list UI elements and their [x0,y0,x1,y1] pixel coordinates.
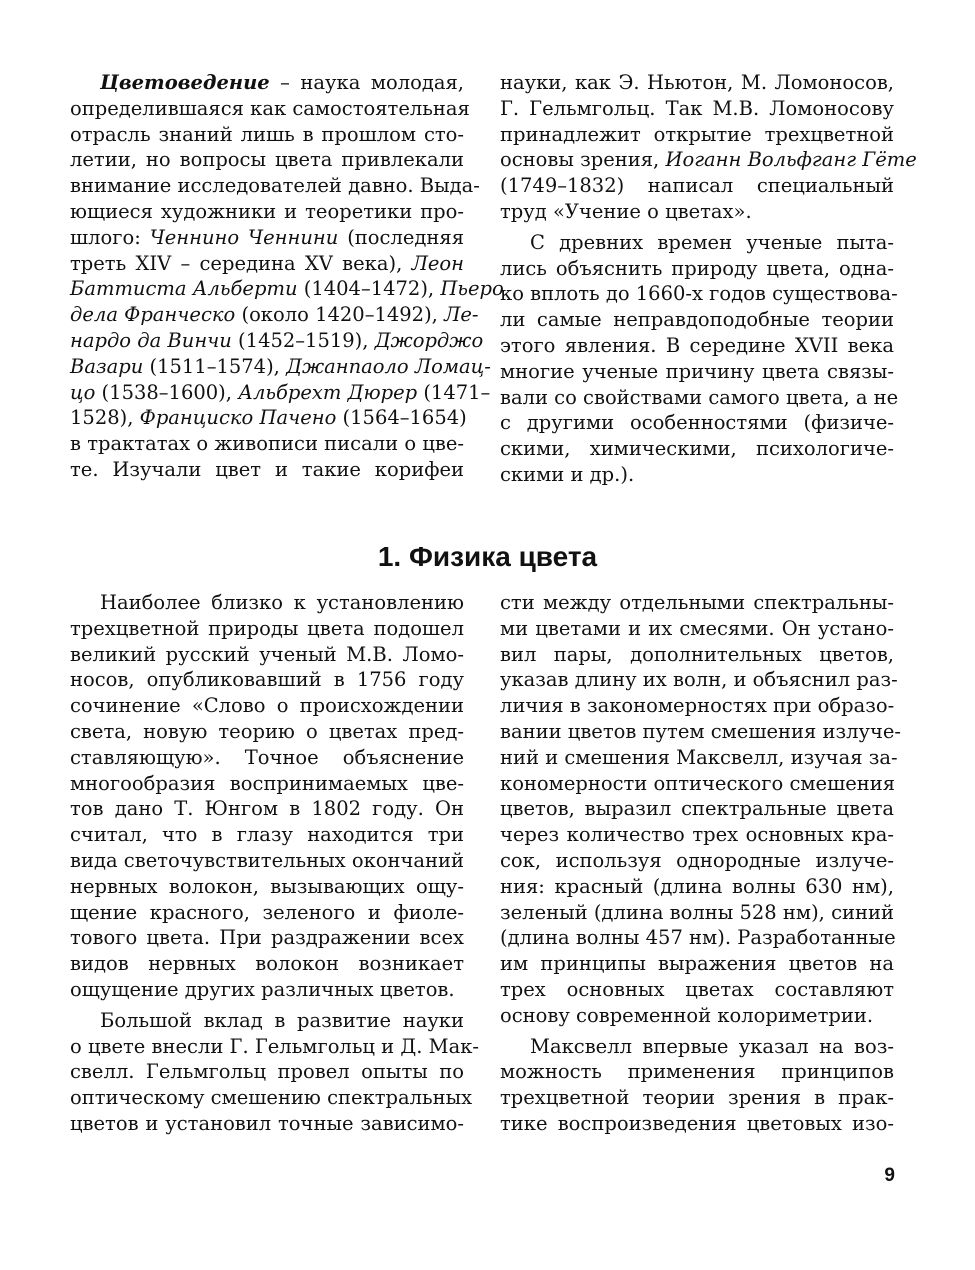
text-run: можность применения принципов [500,1060,894,1084]
text-run: (последняя [338,225,464,249]
text-line [500,900,894,926]
text-line [70,96,470,122]
text-run: принадлежит открытие трехцветной [500,122,894,146]
text-line [70,1034,479,1060]
text-line [500,796,894,822]
text-line [500,925,894,951]
text-run: в трактатах о живописи писали о цве- [70,432,464,456]
text-line [500,1034,894,1060]
text-run: ющиеся художники и теоретики про- [70,199,464,223]
text-run: видов нервных волокон возникает [70,952,464,976]
text-run: Большой вклад в развитие науки [100,1008,464,1032]
text-line [500,122,894,148]
text-run: шлого: [70,225,150,249]
text-line [500,1059,894,1085]
emphasized-text: Баттиста Альберти [70,277,298,301]
text-line [500,281,898,307]
text-run: Максвелл впервые указал на воз- [530,1034,894,1058]
text-run: нервных волокон, вызывающих ощу- [70,874,464,898]
text-line [500,1003,894,1029]
text-run: свелл. Гельмгольц провел опыты по [70,1060,464,1084]
emphasized-text: Иоганн Вольфганг Гёте [665,148,917,172]
emphasized-text: Ле- [444,303,479,327]
text-run: им принципы выражения цветов на [500,952,894,976]
text-line [500,874,894,900]
text-line [70,225,464,251]
text-run: света, новую теорию о цветах пред- [70,719,464,743]
text-run: внимание исследователей давно. Выда- [70,174,480,198]
text-line [500,1085,894,1111]
emphasized-text: дела Франческо [70,303,236,327]
text-run: сти между отдельными спектральны- [500,591,894,614]
text-run: великий русский ученый М.В. Ломо- [70,642,464,666]
emphasized-text: Альбрехт Дюрер [238,380,418,404]
text-run: (длина волны 457 нм). Разработанные [500,926,896,950]
bottom-left-column [70,590,479,1137]
text-run: указав длину их волн, и объяснил раз- [500,668,898,692]
text-line [70,354,491,380]
text-run: (1471– [417,380,491,404]
text-line [500,951,894,977]
text-line [70,590,464,616]
section-heading: 1. Физика цвета [377,541,598,572]
text-run: многие ученые причину цвета связы- [500,359,894,383]
text-line [500,256,894,282]
page-number: 9 [884,1165,895,1186]
text-line [70,822,464,848]
text-line [500,173,894,199]
text-run: тике воспроизведения цветовых изо- [500,1111,894,1135]
text-line [70,431,464,457]
text-run: щение красного, зеленого и фиоле- [70,900,464,924]
text-run: трехцветной теории зрения в прак- [500,1086,894,1110]
text-run: зеленый (длина волны 528 нм), синий [500,900,894,924]
text-line [500,410,894,436]
text-run: ко вплоть до 1660-х годов существова- [500,282,898,306]
text-line [70,199,464,225]
text-run: ли самые неправдоподобные теории [500,308,894,332]
text-line [70,745,464,771]
text-line [500,199,894,225]
text-run: считал, что в глазу находится три [70,823,464,847]
emphasized-text: Леон [411,251,464,275]
text-line [70,616,464,642]
text-line [70,848,464,874]
text-line [70,147,464,173]
text-run: через количество трех основных кра- [500,823,894,847]
emphasized-text: нардо да Винчи [70,328,232,352]
text-line [70,276,504,302]
text-run: многообразия воспринимаемых цве- [70,771,464,795]
text-line [70,951,464,977]
text-run: вида светочувствительных окончаний [70,848,465,872]
text-run: ставляющую». Точное объяснение [70,745,464,769]
text-line [70,977,464,1003]
text-line [500,719,902,745]
emphasized-text: Цветоведение [100,71,270,94]
text-run: с другими особенностями (физиче- [500,411,894,435]
text-line [70,719,464,745]
text-line [70,874,464,900]
text-run: С древних времен ученые пыта- [530,230,894,254]
text-line [500,333,894,359]
text-line [500,616,894,642]
text-line [70,1085,473,1111]
text-run: цветов, выразил спектральные цвета [500,797,894,821]
text-run: треть XIV – середина XV века), [70,251,412,275]
text-line [70,173,480,199]
text-run: (около 1420–1492), [235,303,445,327]
text-run: (1538–1600), [95,380,239,404]
text-line [70,925,464,951]
text-line [70,771,464,797]
text-line [500,230,894,256]
text-run: личия в закономерностях при образо- [500,694,895,718]
text-run: (1404–1472), [297,277,441,301]
text-run: основы зрения, [500,148,666,172]
text-run: сочинение «Слово о происхождении [70,694,464,718]
text-run: основу современной колориметрии. [500,1003,874,1027]
text-run: тов дано Т. Юнгом в 1802 году. Он [70,797,464,821]
text-line [70,405,467,431]
emphasized-text: цо [70,380,96,404]
text-line [70,693,464,719]
text-line [70,122,464,148]
text-line [500,667,898,693]
text-line [500,436,894,462]
text-run: вали со свойствами самого цвета, а не [500,385,899,409]
text-run: трех основных цветах составляют [500,977,894,1001]
emphasized-text: Франциско Пачено [139,406,337,430]
text-run: лись объяснить природу цвета, одна- [500,256,894,280]
text-line [500,745,898,771]
text-line [500,1111,894,1137]
text-run: трехцветной природы цвета подошел [70,616,464,640]
text-line [70,642,464,668]
text-line [500,307,894,333]
text-line [70,1059,464,1085]
text-line [500,70,894,96]
text-line [70,457,464,483]
text-line [70,1111,464,1137]
emphasized-text: Вазари [70,354,144,378]
text-line [500,147,917,173]
text-run: ощущение других различных цветов. [70,977,455,1001]
text-run: оптическому смешению спектральных [70,1086,473,1110]
text-run: – наука молодая, [269,71,464,94]
text-run: ми цветами и их смесями. Он устано- [500,616,894,640]
top-right-column [500,70,917,488]
text-line [70,667,464,693]
text-run: сок, используя однородные излуче- [500,848,894,872]
text-line [500,462,894,488]
text-run: (1452–1519), [231,328,375,352]
text-run: вании цветов путем смешения излуче- [500,719,902,743]
text-run: цветов и установил точные зависимо- [70,1111,464,1135]
text-run: Г. Гельмгольц. Так М.В. Ломоносову [500,96,894,120]
top-left-column [70,70,504,483]
text-run: о цвете внесли Г. Гельмгольц и Д. Мак- [70,1034,479,1058]
bottom-right-column [500,590,902,1137]
text-run: (1511–1574), [143,354,287,378]
text-run: (1749–1832) написал специальный [500,174,894,198]
text-line [500,822,894,848]
text-line [500,848,894,874]
text-run: вил пары, дополнительных цветов, [500,642,894,666]
emphasized-text: Джорджо [374,328,484,352]
text-line [70,900,464,926]
emphasized-text: Пьеро [440,277,504,301]
emphasized-text: Джанпаоло Ломац- [286,354,491,378]
text-run: скими и др.). [500,462,635,486]
text-run: те. Изучали цвет и такие корифеи [70,457,464,481]
text-line [500,385,899,411]
text-run: кономерности оптического смешения [500,771,896,795]
text-line [500,771,894,797]
text-line [500,642,894,668]
text-line [70,251,464,277]
text-line [70,328,484,354]
text-line [70,70,464,96]
text-line [70,302,479,328]
text-run: труд «Учение о цветах». [500,199,752,223]
text-run: Наиболее близко к установлению [100,591,464,614]
text-run: ний и смешения Максвелл, изучая за- [500,745,898,769]
text-run: тового цвета. При раздражении всех [70,926,464,950]
text-run: скими, химическими, психологиче- [500,437,894,461]
text-line [500,977,894,1003]
text-line [500,96,894,122]
text-line [500,590,894,616]
text-line [70,380,491,406]
text-line [70,796,464,822]
text-line [500,359,894,385]
text-run: 1528), [70,406,140,430]
text-line [70,1008,464,1034]
text-run: этого явления. В середине XVII века [500,333,894,357]
text-run: носов, опубликовавший в 1756 году [70,668,464,692]
text-line [500,693,894,719]
text-run: летии, но вопросы цвета привлекали [70,148,464,172]
text-run: определившаяся как самостоятельная [70,96,470,120]
text-run: отрасль знаний лишь в прошлом сто- [70,122,464,146]
text-run: ния: красный (длина волны 630 нм), [500,874,894,898]
text-run: науки, как Э. Ньютон, М. Ломоносов, [500,71,894,94]
text-run: (1564–1654) [336,406,467,430]
emphasized-text: Ченнино Ченнини [149,225,339,249]
